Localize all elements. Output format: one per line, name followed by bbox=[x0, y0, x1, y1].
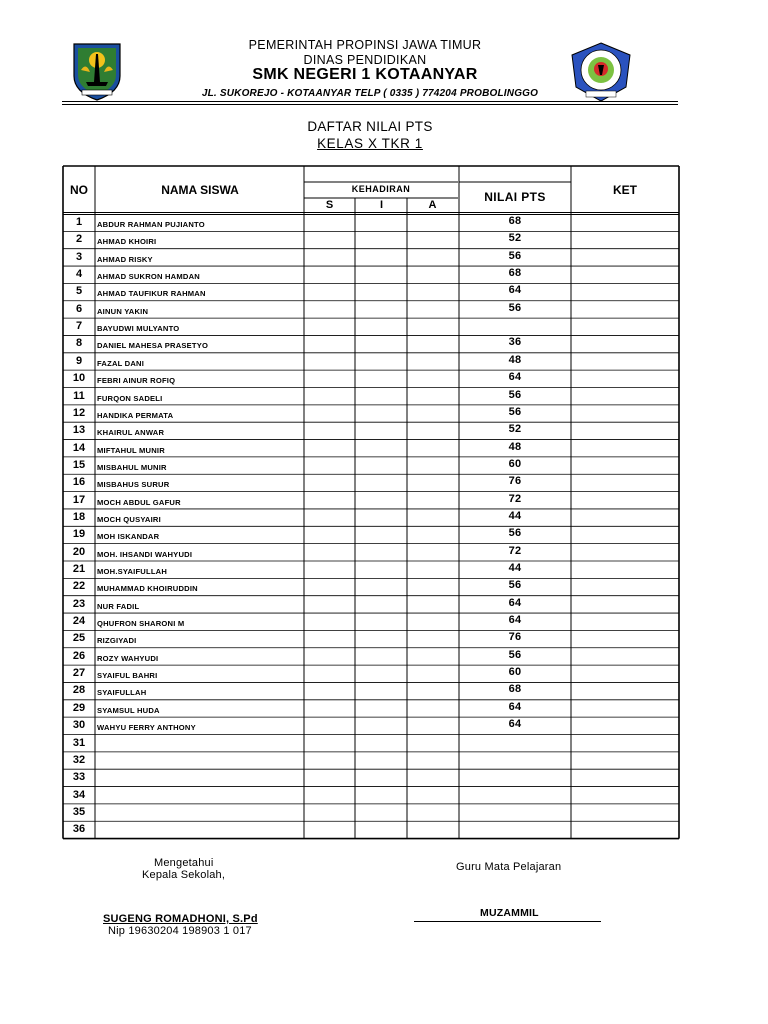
score-value: 68 bbox=[508, 683, 522, 696]
student-name: MUHAMMAD KHOIRUDDIN bbox=[97, 584, 198, 594]
row-number: 17 bbox=[72, 493, 86, 506]
student-name: MOCH ABDUL GAFUR bbox=[97, 497, 181, 507]
row-number: 8 bbox=[75, 337, 83, 350]
header-department: DINAS PENDIDIKAN bbox=[303, 53, 427, 67]
row-number: 27 bbox=[72, 667, 86, 680]
student-name: MOH. IHSANDI WAHYUDI bbox=[97, 549, 193, 559]
score-value: 72 bbox=[508, 544, 522, 557]
student-name: RIZGIYADI bbox=[97, 636, 137, 646]
score-value: 76 bbox=[508, 475, 522, 488]
header-address: JL. SUKOREJO - KOTAANYAR TELP ( 0335 ) 774204 PROBOLINGGO bbox=[201, 88, 539, 99]
column-header-i: I bbox=[379, 199, 384, 211]
score-value: 56 bbox=[508, 249, 522, 262]
row-number: 12 bbox=[72, 406, 86, 419]
score-value: 48 bbox=[508, 353, 522, 366]
score-value: 68 bbox=[508, 267, 522, 280]
signature-left-name: SUGENG ROMADHONI, S.Pd bbox=[103, 913, 258, 925]
row-number: 9 bbox=[75, 354, 83, 367]
row-number: 15 bbox=[72, 458, 86, 471]
signature-left-heading: Mengetahui bbox=[154, 857, 214, 869]
signature-right-line bbox=[414, 921, 601, 922]
score-value: 60 bbox=[508, 457, 522, 470]
row-number: 28 bbox=[72, 684, 86, 697]
score-value: 64 bbox=[508, 614, 522, 627]
score-value: 44 bbox=[508, 509, 522, 522]
score-value: 48 bbox=[508, 440, 522, 453]
student-name: QHUFRON SHARONI M bbox=[97, 619, 185, 629]
row-number: 36 bbox=[72, 823, 86, 836]
student-name: FEBRI AINUR ROFIQ bbox=[97, 376, 176, 386]
student-name: MIFTAHUL MUNIR bbox=[97, 445, 165, 455]
signature-right-name: MUZAMMIL bbox=[480, 907, 539, 919]
student-name: SYAIFULLAH bbox=[97, 688, 147, 698]
row-number: 7 bbox=[75, 320, 83, 333]
student-name: AHMAD SUKRON HAMDAN bbox=[97, 272, 200, 282]
student-name: ROZY WAHYUDI bbox=[97, 653, 159, 663]
signature-left-nip: Nip 19630204 198903 1 017 bbox=[108, 925, 252, 937]
score-value: 52 bbox=[508, 232, 522, 245]
column-header-a: A bbox=[428, 199, 437, 211]
student-name: ABDUR RAHMAN PUJIANTO bbox=[97, 220, 205, 229]
score-value: 56 bbox=[508, 301, 522, 314]
column-header-s: S bbox=[325, 199, 334, 211]
row-number: 14 bbox=[72, 441, 86, 454]
score-value: 60 bbox=[508, 666, 522, 679]
row-number: 29 bbox=[72, 701, 86, 714]
row-number: 10 bbox=[72, 372, 86, 385]
header-government: PEMERINTAH PROPINSI JAWA TIMUR bbox=[248, 38, 482, 52]
student-name: MOH ISKANDAR bbox=[97, 532, 160, 542]
student-name: AHMAD KHOIRI bbox=[97, 237, 157, 247]
row-number: 3 bbox=[75, 250, 83, 263]
row-number: 21 bbox=[72, 563, 86, 575]
student-name: FURQON SADELI bbox=[97, 393, 163, 403]
student-name: AHMAD RISKY bbox=[97, 254, 153, 264]
document-subtitle: KELAS X TKR 1 bbox=[317, 136, 423, 151]
signature-left-title: Kepala Sekolah, bbox=[142, 869, 226, 881]
score-value: 68 bbox=[508, 215, 522, 227]
row-number: 6 bbox=[75, 302, 83, 315]
row-number: 34 bbox=[72, 788, 86, 801]
row-number: 18 bbox=[72, 510, 86, 523]
score-value: 64 bbox=[508, 596, 522, 609]
student-name: NUR FADIL bbox=[97, 601, 140, 611]
row-number: 22 bbox=[72, 580, 86, 593]
student-name: MOH.SYAIFULLAH bbox=[97, 567, 168, 576]
row-number: 24 bbox=[72, 615, 86, 628]
score-value: 56 bbox=[508, 405, 522, 418]
header-school-name: SMK NEGERI 1 KOTAANYAR bbox=[252, 66, 478, 83]
score-value: 56 bbox=[508, 388, 522, 401]
row-number: 4 bbox=[75, 268, 83, 281]
row-number: 2 bbox=[75, 233, 83, 246]
score-value: 56 bbox=[508, 648, 522, 661]
student-name: KHAIRUL ANWAR bbox=[97, 428, 165, 438]
signature-right-title: Guru Mata Pelajaran bbox=[456, 861, 562, 873]
row-number: 1 bbox=[75, 216, 83, 228]
document-title: DAFTAR NILAI PTS bbox=[307, 119, 433, 134]
student-name: HANDIKA PERMATA bbox=[97, 410, 174, 420]
student-name: SYAIFUL BAHRI bbox=[97, 671, 158, 681]
score-value: 52 bbox=[508, 423, 522, 436]
row-number: 32 bbox=[72, 753, 86, 766]
row-number: 25 bbox=[72, 632, 86, 645]
score-value: 64 bbox=[508, 700, 522, 713]
column-header-name: NAMA SISWA bbox=[161, 183, 239, 197]
student-name: DANIEL MAHESA PRASETYO bbox=[97, 341, 209, 351]
column-header-nilai-pts: NILAI PTS bbox=[484, 190, 546, 204]
student-name: AHMAD TAUFIKUR RAHMAN bbox=[97, 289, 206, 299]
score-value: 56 bbox=[508, 579, 522, 592]
row-number: 31 bbox=[72, 736, 86, 749]
row-number: 5 bbox=[75, 285, 83, 298]
score-value: 64 bbox=[508, 718, 522, 731]
row-number: 30 bbox=[72, 719, 86, 732]
student-name: MISBAHUS SURUR bbox=[97, 480, 170, 490]
row-number: 26 bbox=[72, 649, 86, 662]
student-name: MOCH QUSYAIRI bbox=[97, 514, 161, 524]
row-number: 35 bbox=[72, 805, 86, 818]
student-name: FAZAL DANI bbox=[97, 358, 144, 368]
student-name: MISBAHUL MUNIR bbox=[97, 462, 167, 472]
score-value: 64 bbox=[508, 371, 522, 384]
student-name: WAHYU FERRY ANTHONY bbox=[97, 723, 196, 733]
row-number: 16 bbox=[72, 476, 86, 489]
column-header-no: NO bbox=[70, 183, 88, 197]
student-name: AINUN YAKIN bbox=[97, 306, 149, 316]
row-number: 20 bbox=[72, 545, 86, 558]
score-value: 76 bbox=[508, 631, 522, 644]
score-value: 72 bbox=[508, 492, 522, 505]
column-header-kehadiran: KEHADIRAN bbox=[351, 184, 411, 194]
row-number: 33 bbox=[72, 771, 86, 784]
column-header-ket: KET bbox=[613, 183, 637, 197]
row-number: 13 bbox=[72, 424, 86, 437]
row-number: 11 bbox=[73, 389, 85, 402]
score-value: 36 bbox=[508, 336, 522, 349]
row-number: 23 bbox=[72, 597, 86, 610]
row-number: 19 bbox=[72, 528, 86, 541]
score-value: 56 bbox=[508, 527, 522, 540]
student-name: SYAMSUL HUDA bbox=[97, 705, 160, 715]
student-name: BAYUDWI MULYANTO bbox=[97, 324, 180, 334]
score-value: 44 bbox=[508, 562, 522, 574]
score-value: 64 bbox=[508, 284, 522, 297]
